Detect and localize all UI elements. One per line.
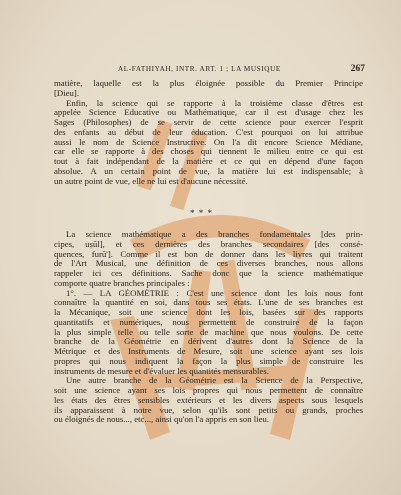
text-line: aussi le nom de Science Instructive. On l'a dit encore Science Médiane, xyxy=(54,137,363,147)
text-line: branche de la Géométrie en dérivent d'autres dont la Science de la xyxy=(54,337,363,347)
text-line: ou éloignés de nous..., etc..., ainsi qu'on l'a appris en son lieu. xyxy=(54,415,270,425)
text-line: la Mécanique, soit une science dont les lois, basées sur des rapports xyxy=(54,308,363,317)
text-line: quences, furū']. Comme il est bon de donner dans les livres qui traitent xyxy=(54,249,363,259)
text-line: ils apparaissent à notre vue, selon qu'ils sont petits ou grands, proches xyxy=(54,405,363,415)
text-line: Enfin, la science qui se rapporte à la troisième classe d'êtres est xyxy=(66,98,363,108)
text-line: connaître la quantité en soi, dans tous ses états. L'une de ses branches est xyxy=(54,298,363,308)
text-line: instruments de mesure et d'évaluer les quantités mensurables. xyxy=(54,366,269,376)
text-line: 1°. — LA GÉOMÉTRIE : C'est une science dont les lois nous font xyxy=(66,288,363,298)
text-line: les états des êtres sensibles extérieurs et les divers aspects sous lesquels xyxy=(54,395,363,405)
page-number: 267 xyxy=(350,64,365,74)
text-line: rappeler ici ces définitions. Sache donc que la science mathématique xyxy=(54,269,363,278)
text-line: soit une science ayant ses lois propres qui nous permettent de connaître xyxy=(54,386,363,395)
text-line: car elle se rapporte à des choses qui tiennent le milieu entre ce qui est xyxy=(54,147,363,157)
text-line: quantitatifs et numériques, nous permettent de construire de la façon xyxy=(54,317,363,327)
text-line: des enfants au début de leur éducation. C'est pourquoi on lui attribue xyxy=(54,127,363,137)
text-line: Une autre branche de la Géométrie est la Science de la Perspective, xyxy=(66,376,363,386)
text-line: La science mathématique a des branches fondamentales [des prin- xyxy=(66,230,363,239)
text-line: matière, laquelle est la plus éloignée possible du Premier Principe xyxy=(54,79,363,88)
text-line: un autre point de vue, elle ne lui est d'aucune nécessité. xyxy=(54,176,248,186)
text-line: la plus simple telle ou telle sorte de machine que nous voulons. De cette xyxy=(54,327,363,337)
text-line: comporte quatre branches principales : xyxy=(54,278,190,288)
text-line: [Dieu]. xyxy=(54,88,80,98)
text-line: cipes, uṣūl], et ces dernières des branches secondaires [des consé- xyxy=(54,239,363,249)
text-line: Métrique et des Instruments de Mesure, soit une science ayant ses lois xyxy=(54,347,363,356)
text-line: absolue. A un certain point de vue, la matière lui est indispensable; à xyxy=(54,166,363,176)
text-block-1 xyxy=(54,79,363,186)
text-line: de l'Art Musical, une définition de ces diverses branches, nous allons xyxy=(54,259,363,269)
section-separator: * * * xyxy=(190,208,213,218)
text-line: Sages (Philosophes) de se servir de cette science pour exercer l'esprit xyxy=(54,118,363,127)
running-title: AL-FATHIYAH, INTR. ART. 1 ; LA MUSIQUE xyxy=(118,65,281,73)
text-block-2 xyxy=(54,230,363,425)
running-header xyxy=(110,64,365,74)
text-line: appelée Science Educative ou Mathématique, car il est d'usage chez les xyxy=(54,108,363,118)
text-line: propres qui nous indiquent la façon la plus simple de construire les xyxy=(54,356,363,366)
text-line: tout à fait indépendant de la matière et ce qui en dépend d'une façon xyxy=(54,157,363,166)
